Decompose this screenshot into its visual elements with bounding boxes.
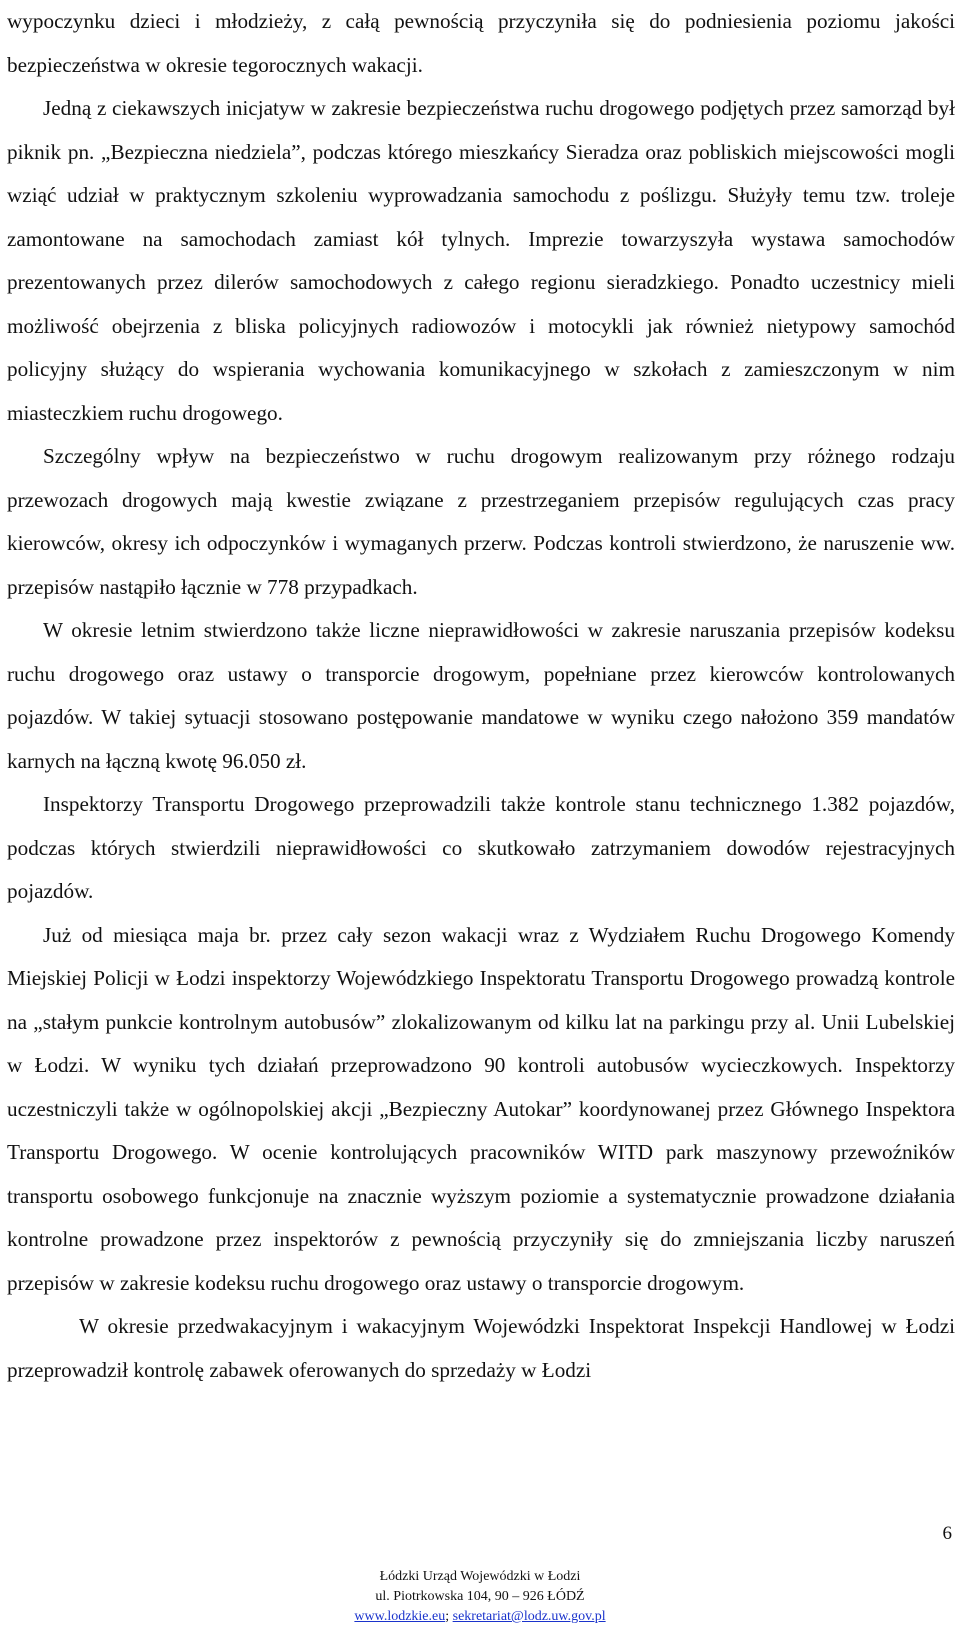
- footer-separator: ;: [445, 1609, 450, 1624]
- page-footer: [0, 1567, 960, 1627]
- paragraph-1: wypoczynku dzieci i młodzieży, z całą pewnością przyczyniła się do podniesienia poziomu jakości bezpieczeństwa w okresie tegorocznych wakacji.: [7, 9, 955, 77]
- paragraph-4: W okresie letnim stwierdzono także liczne nieprawidłowości w zakresie naruszania przepisów kodeksu ruchu drogowego oraz ustawy o transporcie drogowym, popełniane przez kierowców kontrolowanych pojazdów. W takiej sytuacji stosowano postępowanie mandatowe w wyniku czego nałożono 359 mandatów karnych na łączną kwotę 96.050 zł.: [7, 618, 955, 773]
- footer-contacts: [0, 1607, 960, 1627]
- paragraph-3: Szczególny wpływ na bezpieczeństwo w ruchu drogowym realizowanym przy różnego rodzaju przewozach drogowych mają kwestie związane z przestrzeganiem przepisów regulujących czas pracy kierowców, okresy ich odpoczynków i wymaganych przerw. Podczas kontroli stwierdzono, że naruszenie ww. przepisów nastąpiło łącznie w 778 przypadkach.: [7, 444, 955, 599]
- paragraph-5: Inspektorzy Transportu Drogowego przeprowadzili także kontrole stanu technicznego 1.382 pojazdów, podczas których stwierdzili nieprawidłowości co skutkowało zatrzymaniem dowodów rejestracyjnych pojazdów.: [7, 792, 955, 903]
- document-page: [7, 0, 955, 1392]
- page-number: 6: [942, 1523, 952, 1544]
- body-text: [7, 0, 955, 1392]
- footer-website-link[interactable]: www.lodzkie.eu: [354, 1609, 446, 1624]
- footer-address: ul. Piotrkowska 104, 90 – 926 ŁÓDŹ: [375, 1589, 585, 1604]
- paragraph-7: W okresie przedwakacyjnym i wakacyjnym Wojewódzki Inspektorat Inspekcji Handlowej w Łodzi przeprowadził kontrolę zabawek oferowanych do sprzedaży w Łodzi: [7, 1314, 955, 1382]
- paragraph-2: Jedną z ciekawszych inicjatyw w zakresie bezpieczeństwa ruchu drogowego podjętych przez samorząd był piknik pn. „Bezpieczna niedziela”, podczas którego mieszkańcy Sieradza oraz pobliskich miejscowości mogli wziąć udział w praktycznym szkoleniu wyprowadzania samochodu z poślizgu. Służyły temu tzw. troleje zamontowane na samochodach zamiast kół tylnych. Imprezie towarzyszyła wystawa samochodów prezentowanych przez dilerów samochodowych z całego regionu sieradzkiego. Ponadto uczestnicy mieli możliwość obejrzenia z bliska policyjnych radiowozów i motocykli jak również nietypowy samochód policyjny służący do wspierania wychowania komunikacyjnego w szkołach z zamieszczonym w nim miasteczkiem ruchu drogowego.: [7, 96, 955, 425]
- footer-email-link[interactable]: sekretariat@lodz.uw.gov.pl: [452, 1609, 606, 1624]
- paragraph-6: Już od miesiąca maja br. przez cały sezon wakacji wraz z Wydziałem Ruchu Drogowego Komendy Miejskiej Policji w Łodzi inspektorzy Wojewódzkiego Inspektoratu Transportu Drogowego prowadzą kontrole na „stałym punkcie kontrolnym autobusów” zlokalizowanym od kilku lat na parkingu przy al. Unii Lubelskiej w Łodzi. W wyniku tych działań przeprowadzono 90 kontroli autobusów wycieczkowych. Inspektorzy uczestniczyli także w ogólnopolskiej akcji „Bezpieczny Autokar” koordynowanej przez Głównego Inspektora Transportu Drogowego. W ocenie kontrolujących pracowników WITD park maszynowy przewoźników transportu osobowego funkcjonuje na znacznie wyższym poziomie a systematycznie prowadzone działania kontrolne prowadzone przez inspektorów z pewnością przyczyniły się do zmniejszania liczby naruszeń przepisów w zakresie kodeksu ruchu drogowego oraz ustawy o transporcie drogowym.: [7, 922, 955, 1295]
- footer-org: Łódzki Urząd Wojewódzki w Łodzi: [379, 1569, 581, 1584]
